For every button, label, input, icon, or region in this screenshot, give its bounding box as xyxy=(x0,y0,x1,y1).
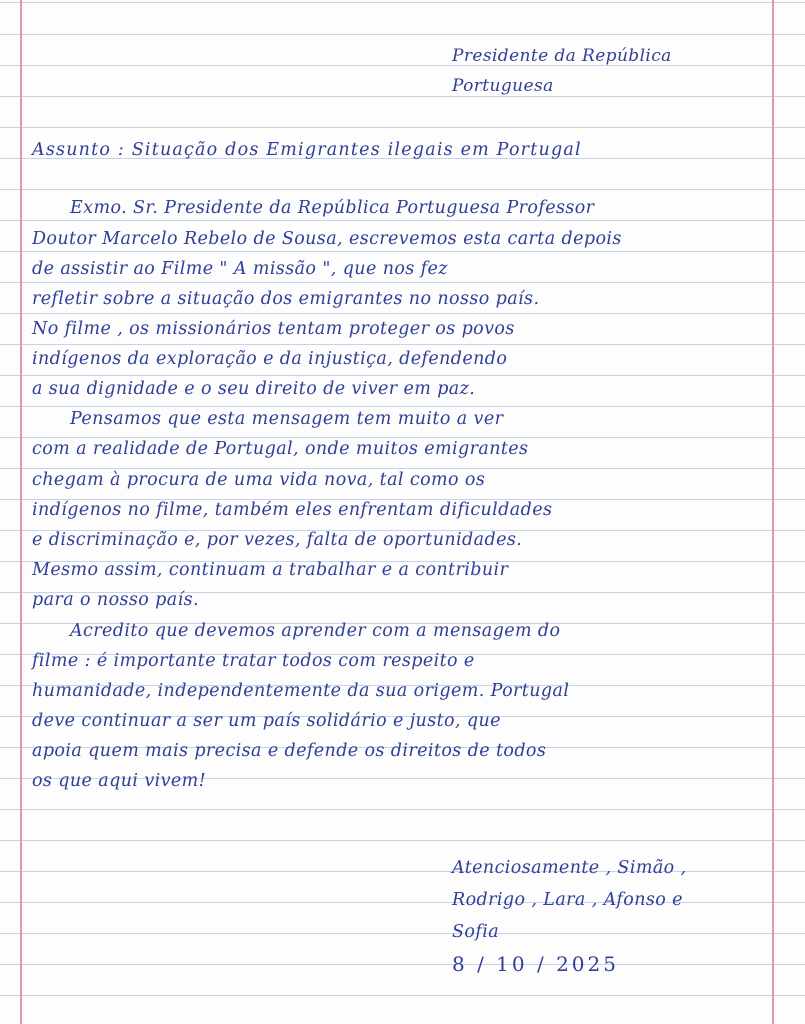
subject-line: Assunto : Situação dos Emigrantes ilegais em Portugal xyxy=(32,140,582,160)
closing-line-1: Atenciosamente , Simão , xyxy=(452,858,687,878)
letter-date: 8 / 10 / 2025 xyxy=(452,952,619,976)
right-margin-line xyxy=(772,0,774,1024)
body-line-20: os que aqui vivem! xyxy=(32,771,207,791)
closing-line-3: Sofia xyxy=(452,922,500,942)
body-line-4: refletir sobre a situação dos emigrantes no nosso país. xyxy=(32,289,540,309)
body-line-9: com a realidade de Portugal, onde muitos emigrantes xyxy=(32,439,529,459)
left-margin-line xyxy=(20,0,22,1024)
body-line-2: Doutor Marcelo Rebelo de Sousa, escrevemos esta carta depois xyxy=(32,229,622,249)
closing-line-2: Rodrigo , Lara , Afonso e xyxy=(452,890,683,910)
recipient-line-2: Portuguesa xyxy=(452,76,554,96)
recipient-line-1: Presidente da República xyxy=(452,46,672,66)
body-line-14: para o nosso país. xyxy=(32,590,199,610)
body-line-18: deve continuar a ser um país solidário e justo, que xyxy=(32,711,501,731)
body-line-8: Pensamos que esta mensagem tem muito a ver xyxy=(70,409,504,429)
body-line-11: indígenos no filme, também eles enfrentam dificuldades xyxy=(32,500,553,520)
body-line-7: a sua dignidade e o seu direito de viver em paz. xyxy=(32,379,476,399)
body-line-15: Acredito que devemos aprender com a mensagem do xyxy=(70,621,561,641)
body-line-13: Mesmo assim, continuam a trabalhar e a contribuir xyxy=(32,560,509,580)
body-line-3: de assistir ao Filme " A missão ", que nos fez xyxy=(32,259,448,279)
body-line-16: filme : é importante tratar todos com respeito e xyxy=(32,651,475,671)
body-line-19: apoia quem mais precisa e defende os direitos de todos xyxy=(32,741,547,761)
body-line-10: chegam à procura de uma vida nova, tal como os xyxy=(32,470,486,490)
body-line-5: No filme , os missionários tentam proteger os povos xyxy=(32,319,515,339)
body-line-17: humanidade, independentemente da sua origem. Portugal xyxy=(32,681,570,701)
body-line-1: Exmo. Sr. Presidente da República Portuguesa Professor xyxy=(70,198,595,218)
body-line-6: indígenos da exploração e da injustiça, defendendo xyxy=(32,349,508,369)
body-line-12: e discriminação e, por vezes, falta de oportunidades. xyxy=(32,530,523,550)
